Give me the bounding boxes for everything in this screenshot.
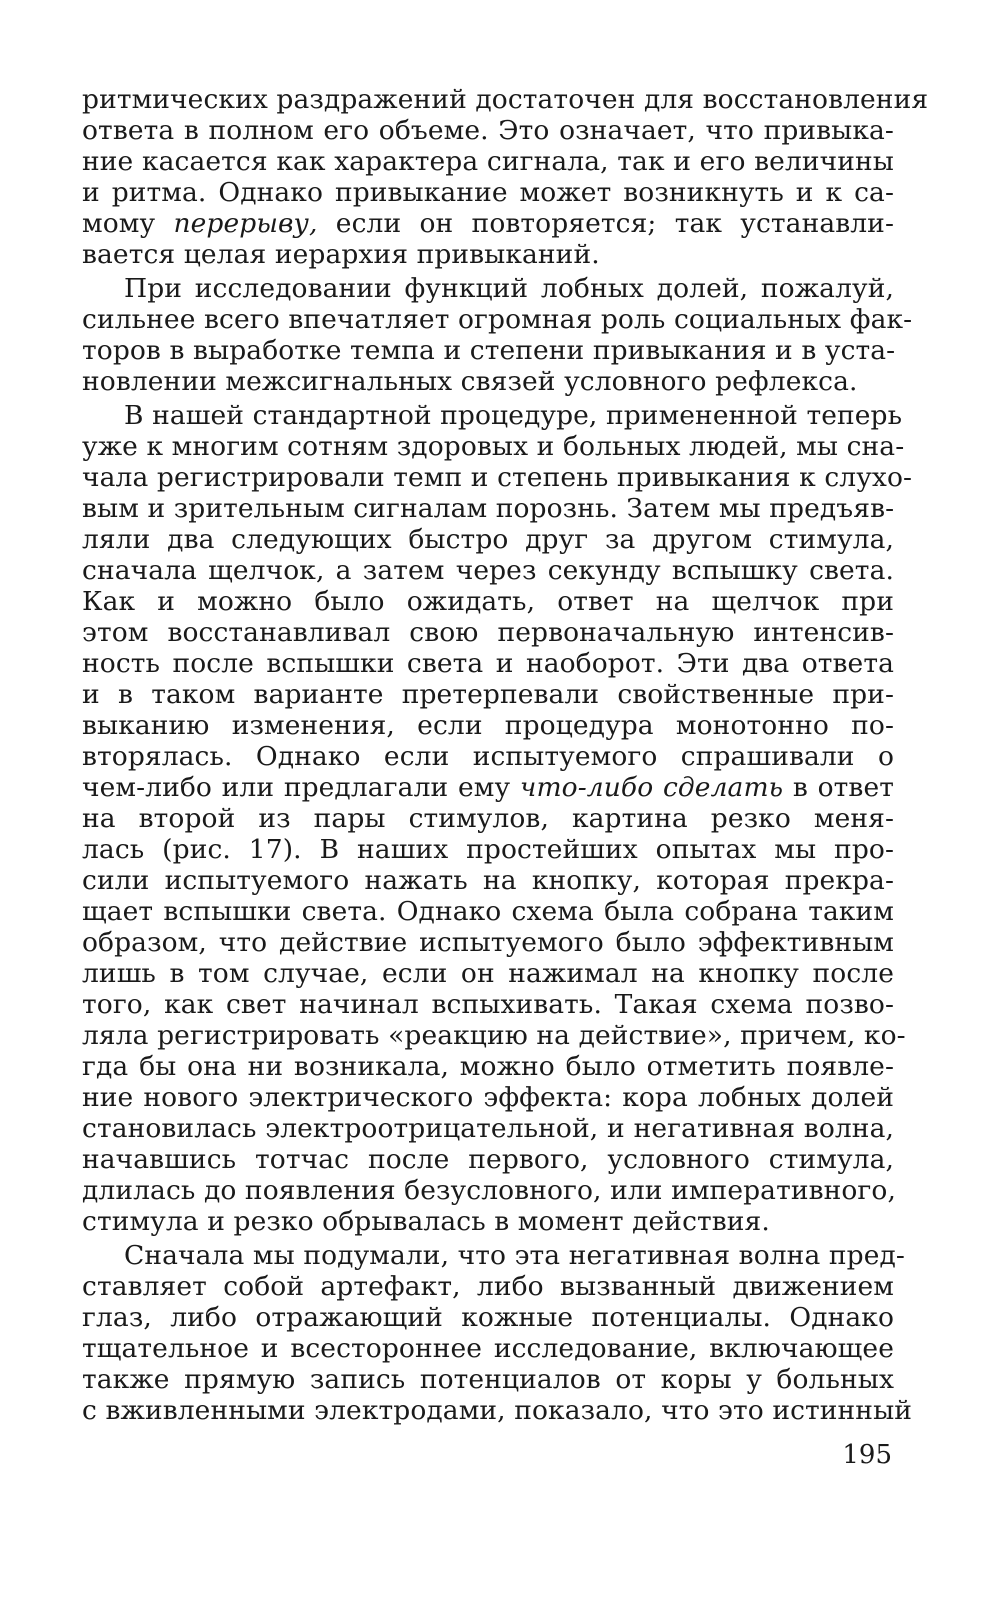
text-line: с вживленными электродами, показало, что это истинный [82, 1395, 913, 1426]
text-line: начавшись тотчас после первого, условного стимула, [82, 1144, 894, 1175]
text-line: вым и зрительным сигналам порознь. Затем мы предъяв- [82, 493, 895, 524]
text-line: При исследовании функций лобных долей, пожалуй, [124, 273, 894, 304]
text-line: сначала щелчок, а затем через секунду вспышку света. [82, 555, 894, 586]
italic-emphasis: перерыву, [173, 208, 318, 239]
text-line: образом, что действие испытуемого было эффективным [82, 927, 894, 958]
text-line: ность после вспышки света и наоборот. Эти два ответа [82, 648, 894, 679]
text-line: выканию изменения, если процедура монотонно по- [82, 710, 894, 741]
text-line: этом восстанавливал свою первоначальную интенсив- [82, 617, 894, 648]
text-line: ляли два следующих быстро друг за другом стимула, [82, 524, 894, 555]
body-text [82, 84, 929, 1426]
text-line: щает вспышки света. Однако схема была собрана таким [82, 896, 894, 927]
text-line: лась (рис. 17). В наших простейших опытах мы про- [82, 834, 894, 865]
page-number: 195 [842, 1440, 892, 1470]
text-line: чала регистрировали темп и степень привыкания к слухо- [82, 462, 913, 493]
text-line: Как и можно было ожидать, ответ на щелчок при [82, 586, 894, 617]
text-line: и ритма. Однако привыкание может возникнуть и к са- [82, 177, 894, 208]
text-line: вается целая иерархия привыканий. [82, 239, 600, 270]
text-line: уже к многим сотням здоровых и больных людей, мы сна- [82, 431, 905, 462]
text-line: торов в выработке темпа и степени привыкания и в уста- [82, 335, 896, 366]
text-line: ние касается как характера сигнала, так и его величины [82, 146, 894, 177]
text-line: ставляет собой артефакт, либо вызванный движением [82, 1271, 894, 1302]
text-line: новлении межсигнальных связей условного рефлекса. [82, 366, 858, 397]
text-line: становилась электроотрицательной, и негативная волна, [82, 1113, 894, 1144]
text-line: В нашей стандартной процедуре, примененной теперь [124, 400, 903, 431]
text-line: вторялась. Однако если испытуемого спрашивали о [82, 741, 894, 772]
text-line: сили испытуемого нажать на кнопку, которая прекра- [82, 865, 894, 896]
text-line: также прямую запись потенциалов от коры у больных [82, 1364, 894, 1395]
paragraph [82, 1240, 913, 1426]
text-line: сильнее всего впечатляет огромная роль социальных фак- [82, 304, 913, 335]
text-line: ответа в полном его объеме. Это означает, что привыка- [82, 115, 894, 146]
text-line: и в таком варианте претерпевали свойственные при- [82, 679, 894, 710]
text-line: длилась до появления безусловного, или императивного, [82, 1175, 896, 1206]
text-line: тщательное и всестороннее исследование, включающее [82, 1333, 894, 1364]
text-line: того, как свет начинал вспыхивать. Такая схема позво- [82, 989, 894, 1020]
text-line: гда бы она ни возникала, можно было отметить появле- [82, 1051, 894, 1082]
text-line: Сначала мы подумали, что эта негативная волна пред- [124, 1240, 905, 1271]
text-line: ритмических раздражений достаточен для восстановления [82, 84, 929, 115]
text-line: на второй из пары стимулов, картина резко меня- [82, 803, 894, 834]
text-line: чем-либо или предлагали ему что-либо сделать в ответ [82, 772, 894, 803]
italic-emphasis: что-либо сделать [519, 772, 784, 803]
text-line: мому перерыву, если он повторяется; так устанавли- [82, 208, 895, 239]
text-line: глаз, либо отражающий кожные потенциалы. Однако [82, 1302, 894, 1333]
paragraph [82, 273, 913, 397]
text-line: ние нового электрического эффекта: кора лобных долей [82, 1082, 894, 1113]
text-line: ляла регистрировать «реакцию на действие», причем, ко- [82, 1020, 906, 1051]
paragraph [82, 84, 929, 270]
text-line: лишь в том случае, если он нажимал на кнопку после [82, 958, 894, 989]
paragraph [82, 400, 913, 1237]
text-line: стимула и резко обрывалась в момент действия. [82, 1206, 770, 1237]
